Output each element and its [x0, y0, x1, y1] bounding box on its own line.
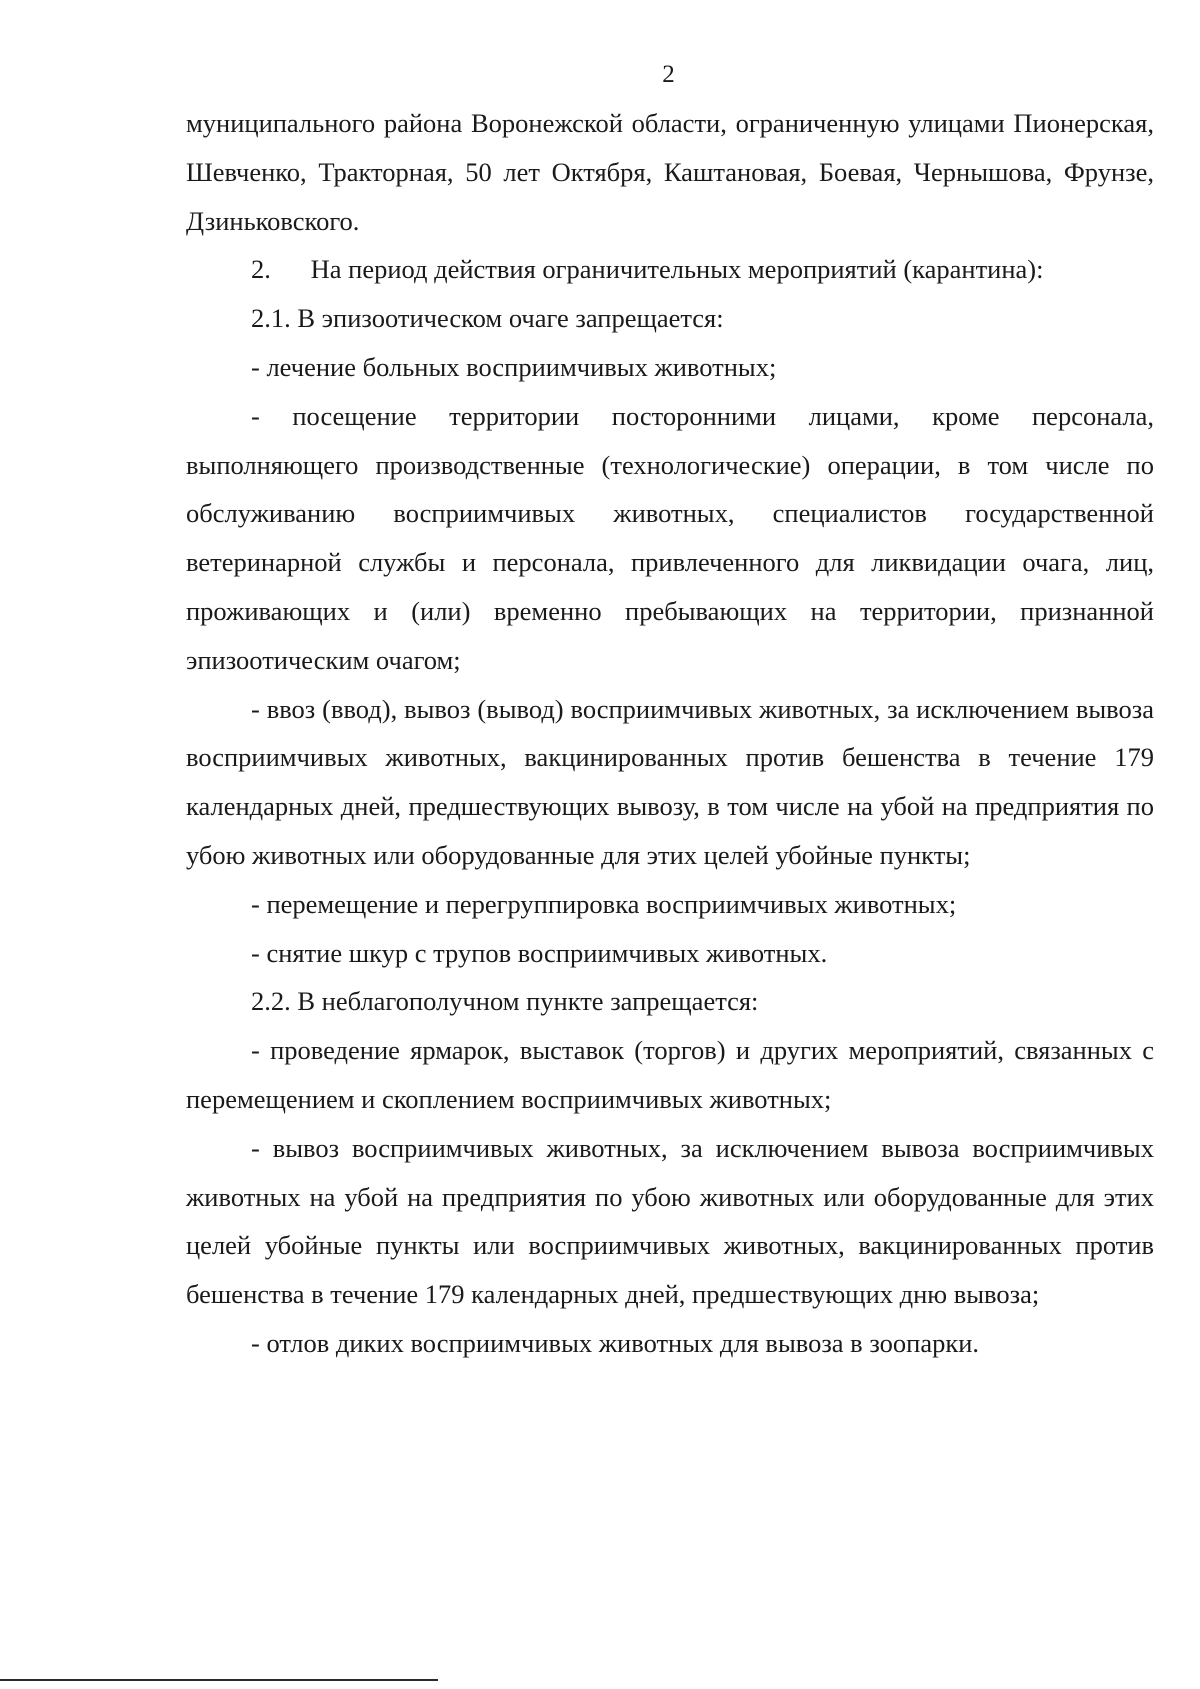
list-item: - отлов диких восприимчивых животных для вывоза в зоопарки.: [251, 1327, 980, 1358]
footer-rule: [0, 1679, 438, 1681]
list-item: - посещение территории посторонними лицами, кроме персонала, выполняющего производственные (технологические) операции, в том числе по обслуживанию восприимчивых животных, специалистов государственной ветеринарной службы и персонала, привлеченного для ликвидации очага, лиц, проживающих и (или) временно пребывающих на территории, признанной эпизоотическим очагом;: [186, 400, 1154, 675]
paragraph-subitem-2-2: 2.2. В неблагополучном пункте запрещается:: [251, 986, 759, 1017]
document-body: [186, 99, 1154, 1368]
paragraph-item-2: 2. На период действия ограничительных мероприятий (карантина):: [251, 254, 1044, 285]
list-item: - проведение ярмарок, выставок (торгов) и других мероприятий, связанных с перемещением и скоплением восприимчивых животных;: [186, 1035, 1154, 1114]
list-item: - перемещение и перегруппировка восприимчивых животных;: [251, 888, 957, 919]
list-item: - снятие шкур с трупов восприимчивых животных.: [251, 937, 828, 968]
list-item: - вывоз восприимчивых животных, за исключением вывоза восприимчивых животных на убой на предприятия по убою животных или оборудованные для этих целей убойные пункты или восприимчивых животных, вакцинированных против бешенства в течение 179 календарных дней, предшествующих дню вывоза;: [186, 1132, 1154, 1310]
paragraph-subitem-2-1: 2.1. В эпизоотическом очаге запрещается:: [251, 303, 724, 334]
list-item: - ввоз (ввод), вывоз (вывод) восприимчивых животных, за исключением вывоза восприимчивых животных, вакцинированных против бешенства в течение 179 календарных дней, предшествующих вывозу, в том числе на убой на предприятия по убою животных или оборудованные для этих целей убойные пункты;: [186, 693, 1154, 870]
paragraph-continuation: муниципального района Воронежской области, ограниченную улицами Пионерская, Шевченко, Тракторная, 50 лет Октября, Каштановая, Боевая, Чернышова, Фрунзе, Дзиньковского.: [186, 108, 1154, 236]
list-item: - лечение больных восприимчивых животных;: [251, 351, 777, 382]
page-number: 2: [662, 61, 675, 88]
